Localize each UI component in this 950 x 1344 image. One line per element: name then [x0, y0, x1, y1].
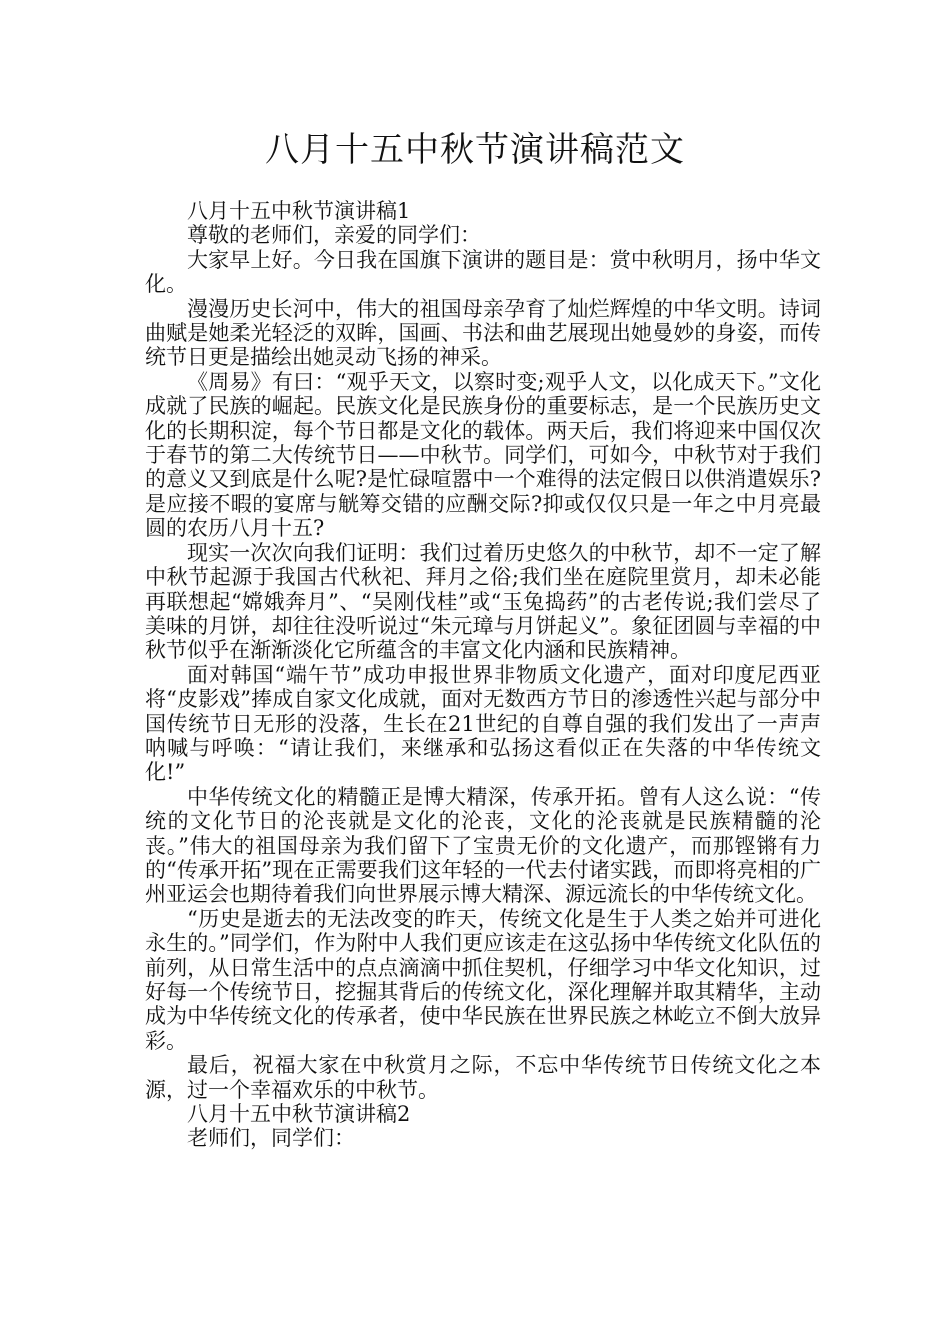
paragraph-greeting: 大家早上好。今日我在国旗下演讲的题目是：赏中秋明月，扬中华文化。	[145, 247, 821, 297]
salutation: 尊敬的老师们，亲爱的同学们：	[187, 223, 481, 248]
speech-2-heading: 八月十五中秋节演讲稿2	[187, 1102, 411, 1127]
paragraph-civilization: 漫漫历史长河中，伟大的祖国母亲孕育了灿烂辉煌的中华文明。诗词曲赋是她柔光轻泛的双眸，国画、书法和曲艺展现出她曼妙的身姿，而传统节日更是描绘出她灵动飞扬的神采。	[145, 296, 821, 370]
paragraph-essence: 中华传统文化的精髓正是博大精深，传承开拓。曾有人这么说：“传统的文化节日的沦丧就是文化的沦丧，文化的沦丧就是民族精髓的沦丧。”伟大的祖国母亲为我们留下了宝贵无价的文化遗产，而那铿锵有力的“传承开拓”现在正需要我们这年轻的一代去付诸实践，而即将亮相的广州亚运会也期待着我们向世界展示博大精深、源远流长的中华传统文化。	[145, 784, 821, 907]
paragraph-closing: 最后，祝福大家在中秋赏月之际，不忘中华传统节日传统文化之本源，过一个幸福欢乐的中秋节。	[145, 1053, 821, 1102]
speech-1-heading: 八月十五中秋节演讲稿1	[187, 199, 411, 223]
paragraph-reality: 现实一次次向我们证明：我们过着历史悠久的中秋节，却不一定了解中秋节起源于我国古代秋祀、拜月之俗;我们坐在庭院里赏月，却未必能再联想起“嫦娥奔月”、“吴刚伐桂”或“玉兔捣药”的古老传说;我们尝尽了美味的月饼，却往往没听说过“朱元璋与月饼起义”。象征团圆与幸福的中秋节似乎在渐渐淡化它所蕴含的丰富文化内涵和民族精神。	[145, 540, 821, 663]
document-body	[145, 199, 821, 1151]
paragraph-zhouyi: 《周易》有曰：“观乎天文，以察时变;观乎人文，以化成天下。”文化成就了民族的崛起。民族文化是民族身份的重要标志，是一个民族历史文化的长期积淀，每个节日都是文化的载体。两天后，我们将迎来中国仅次于春节的第二大传统节日——中秋节。同学们，可如今，中秋节对于我们的意义又到底是什么呢?是忙碌喧嚣中一个难得的法定假日以供消遣娱乐?是应接不暇的宴席与觥筹交错的应酬交际?抑或仅仅只是一年之中月亮最圆的农历八月十五?	[145, 369, 821, 541]
salutation-2: 老师们，同学们：	[187, 1126, 355, 1151]
paragraph-history: “历史是逝去的无法改变的昨天，传统文化是生于人类之始并可进化永生的。”同学们，作为附中人我们更应该走在这弘扬中华传统文化队伍的前列，从日常生活中的点点滴滴中抓住契机，仔细学习中华文化知识，过好每一个传统节日，挖掘其背后的传统文化，深化理解并取其精华，主动成为中华传统文化的传承者，使中华民族在世界民族之林屹立不倒大放异彩。	[145, 906, 821, 1053]
paragraph-korea: 面对韩国“端午节”成功申报世界非物质文化遗产，面对印度尼西亚将“皮影戏”捧成自家文化成就，面对无数西方节日的渗透性兴起与部分中国传统节日无形的没落，生长在21世纪的自尊自强的我们发出了一声声呐喊与呼唤：“请让我们，来继承和弘扬这看似正在失落的中华传统文化!”	[145, 662, 821, 785]
document-title: 八月十五中秋节演讲稿范文	[265, 130, 685, 170]
